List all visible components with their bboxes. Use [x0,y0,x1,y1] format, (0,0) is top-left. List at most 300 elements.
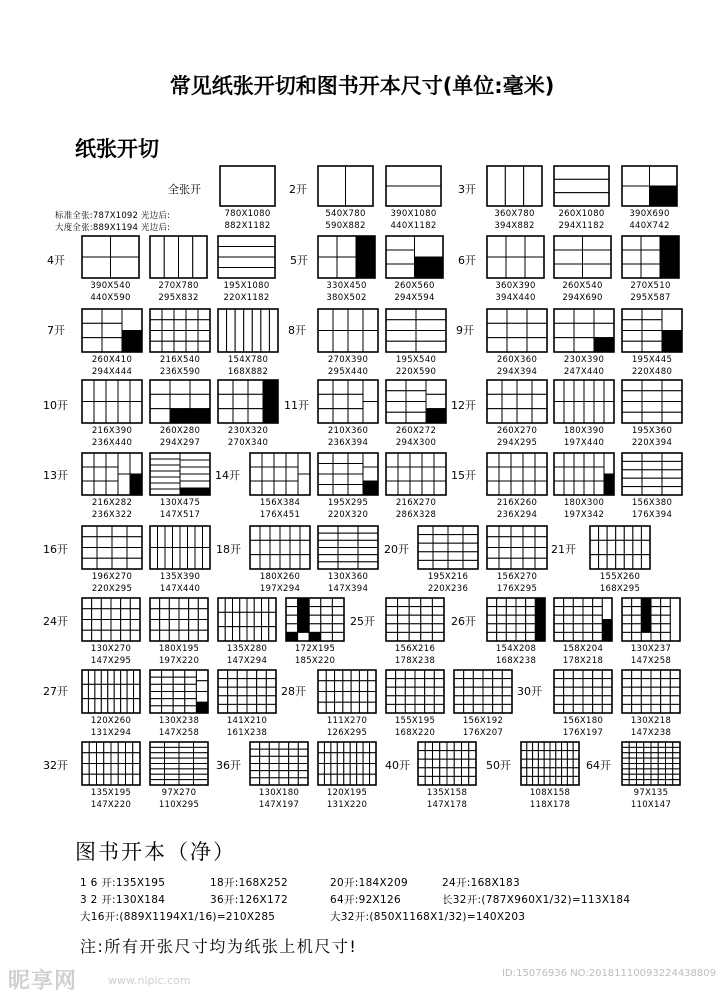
cut-piece-waste [650,186,678,206]
cut-piece [622,186,650,206]
cut-diagram [250,526,310,569]
cut-piece [338,533,358,540]
cut-dimensions: 390X1080 440X1182 [390,209,437,231]
cut-piece [82,236,111,257]
cut-piece [134,684,140,698]
cut-piece [599,526,608,540]
cut-piece [162,309,174,320]
cut-piece [499,453,511,467]
cut-diagram [82,309,142,352]
cut-piece [101,609,111,620]
cut-piece [194,769,209,774]
cut-piece [247,696,257,705]
cut-piece [425,704,435,713]
cut-dimensions: 216X260 236X294 [496,498,538,520]
cut-piece [662,470,682,478]
cut-piece [150,489,180,495]
cut-dimensions: 130X237 147X258 [630,644,672,666]
cut-piece [386,391,406,402]
cut-piece [170,380,190,394]
cut-piece [338,562,358,569]
cut-piece [133,753,140,764]
cut-diagram [318,453,378,495]
cut-dimensions: 180X390 197X440 [563,426,605,448]
cut-piece [266,687,276,696]
cut-piece [150,677,162,684]
cut-piece [651,607,661,616]
cut-piece [661,704,671,713]
cut-label: 全张开 [168,183,201,196]
cut-piece [150,394,170,408]
cut-piece [188,548,196,570]
cut-piece [564,624,574,633]
cut-piece [418,776,425,785]
cut-piece [386,250,415,264]
cut-piece [218,268,275,279]
cut-piece [324,774,330,785]
cut-piece [642,391,662,402]
cut-piece [661,687,671,696]
cut-piece [82,598,92,609]
cut-dimensions: 97X270 110X295 [158,788,200,810]
cut-piece [642,412,662,423]
cut-piece-waste [641,615,651,624]
cut-piece [173,677,185,684]
cut-piece [642,487,662,495]
cut-piece [321,607,333,616]
cut-piece [126,742,133,753]
cut-piece [641,704,651,713]
cut-piece [398,598,410,607]
cut-piece [134,699,140,713]
cut-piece [332,607,344,616]
cut-piece [447,768,454,777]
cut-piece [95,684,101,698]
cut-piece [642,470,662,478]
cut-piece [233,380,248,394]
cut-piece [198,341,210,352]
cut-piece [633,526,642,540]
cut-piece [433,560,448,569]
cut-piece [642,331,662,342]
cut-piece [286,467,298,481]
cut-dimensions: 180X300 197X342 [563,498,605,520]
cut-piece [190,380,210,394]
cut-piece [532,380,547,394]
cut-piece [225,612,232,626]
cut-piece [584,453,594,467]
cut-piece [130,609,140,620]
cut-piece [658,742,665,747]
cut-piece [464,704,474,713]
cut-piece [533,776,539,785]
cut-piece [386,402,406,413]
cut-piece [279,742,289,749]
cut-piece [641,264,660,278]
cut-piece [554,481,564,495]
cut-piece [637,764,644,769]
cut-piece [583,607,593,616]
cut-piece [607,555,616,569]
cut-piece [185,684,197,691]
cut-piece-waste [122,331,142,353]
cut-piece [526,632,536,641]
cut-piece [280,555,290,569]
cut-piece [179,774,194,779]
cut-dimensions: 155X260 168X295 [599,572,641,594]
cut-piece [583,670,593,679]
cut-piece [108,684,114,698]
cut-piece [260,778,270,785]
cut-piece [564,687,574,696]
cut-piece [622,670,632,679]
cut-piece [641,236,660,250]
cut-piece [487,526,499,537]
cut-piece [260,742,270,749]
cut-piece [497,607,507,616]
cut-piece [386,166,441,186]
cut-dimensions: 230X320 270X340 [227,426,269,448]
cut-piece [92,609,102,620]
cut-dimensions: 270X780 295X832 [158,281,199,303]
cut-piece [198,609,208,620]
cut-piece [326,702,334,713]
cut-piece [218,380,233,394]
cut-piece [511,453,523,467]
cut-piece [622,250,641,264]
cut-piece [179,620,189,631]
cut-piece [505,166,523,206]
cut-piece [567,742,573,751]
cut-piece [415,670,425,679]
cut-piece [462,751,469,760]
cut-label: 12开 [451,399,476,412]
cut-piece [516,624,526,633]
cut-piece [386,309,416,320]
cut-piece [108,699,114,713]
cut-piece [298,474,310,495]
cut-piece [324,742,330,753]
cut-diagram [622,236,679,278]
cut-piece [554,704,564,713]
cut-piece [130,453,142,474]
cut-dimensions: 130X218 147X238 [630,716,672,738]
cut-piece [584,380,594,402]
cut-dimensions: 270X390 295X440 [327,355,369,377]
cut-diagram [218,236,275,278]
cut-piece [602,687,612,696]
cut-piece-waste [641,624,651,633]
cut-piece [432,624,444,633]
cut-piece [270,555,280,569]
cut-piece [279,749,289,756]
cut-piece [150,706,162,713]
cut-piece [507,309,527,323]
cut-piece [250,526,260,540]
cut-piece [398,481,410,495]
cut-piece [228,704,238,713]
cut-piece [260,756,270,763]
cut-piece [260,749,270,756]
cut-piece [658,774,665,779]
cut-piece [447,751,454,760]
cut-piece [89,774,96,785]
cut-piece [535,558,547,569]
cut-piece [433,776,440,785]
cut-piece [573,687,583,696]
cut-piece [228,679,238,688]
cut-piece [554,679,564,688]
cut-piece [250,778,260,785]
cut-piece [248,409,263,423]
cut-piece [111,764,118,775]
cut-piece [593,632,603,641]
cut-piece [358,533,378,540]
cut-piece [511,548,523,559]
cut-dimensions: 540X780 590X882 [325,209,366,231]
cut-piece [196,670,208,681]
watermark-bar [0,962,724,993]
cut-piece [487,624,497,633]
cut-piece [583,632,593,641]
cut-piece [567,751,573,760]
cut-piece [363,764,369,775]
cut-piece [483,687,493,696]
cut-piece [318,331,333,353]
cut-piece [632,679,642,688]
cut-diagram [386,380,446,423]
cut-piece [421,598,433,607]
book-format-entry: 64开:92X126 [330,894,401,906]
cut-piece [535,467,547,481]
cut-piece [583,696,593,705]
cut-piece [351,681,359,692]
cut-piece [150,774,165,779]
cut-piece [218,394,233,408]
cut-label: 50开 [486,759,511,772]
cut-piece [386,632,398,641]
cut-dimensions: 216X540 236X590 [159,355,201,377]
cut-piece [673,758,680,763]
cut-piece [269,598,276,612]
cut-piece [318,453,333,464]
cut-piece [544,759,550,768]
cut-piece [487,481,499,495]
cut-piece [318,670,326,681]
cut-piece [111,742,118,753]
cut-label: 16开 [43,543,68,556]
cut-piece-waste [298,598,310,607]
cut-piece [333,309,348,331]
cut-diagram [554,453,614,495]
cut-dimensions: 130X270 147X295 [90,644,132,666]
cut-piece [150,692,162,699]
cut-piece [386,624,398,633]
cut-piece [269,742,279,749]
cut-piece [179,236,193,278]
cut-piece [134,670,140,684]
cut-piece [523,453,535,467]
cut-piece [538,776,544,785]
cut-piece [189,609,199,620]
cut-piece [658,758,665,763]
cut-piece-waste [130,474,142,495]
cut-piece [122,309,142,331]
cut-piece [247,598,254,612]
cut-piece [386,412,406,423]
cut-piece [237,670,247,679]
cut-piece [593,704,603,713]
cut-dimensions: 155X195 168X220 [394,716,436,738]
cut-piece [454,704,464,713]
cut-piece [583,704,593,713]
cut-piece [594,323,614,337]
cut-piece [637,742,644,747]
cut-piece [564,380,574,402]
cut-piece [118,474,130,495]
cut-piece [279,778,289,785]
cut-piece [270,526,280,540]
cut-piece [150,309,162,320]
cut-piece [574,402,584,424]
cut-piece [415,696,425,705]
cut-dimensions: 158X204 178X218 [562,644,604,666]
cut-piece [673,742,680,747]
cut-piece [622,615,632,624]
cut-piece [180,474,210,481]
cut-piece [160,609,170,620]
cut-dimensions: 196X270 220X295 [91,572,133,594]
cut-piece [97,764,104,775]
cut-piece [111,774,118,785]
cut-piece [318,562,338,569]
cut-piece [524,166,542,206]
cut-piece [165,764,180,769]
cut-piece [348,464,363,475]
cut-diagram [386,166,441,206]
cut-piece [564,670,574,679]
cut-piece [386,679,396,688]
cut-piece [97,558,112,569]
cut-piece [318,548,338,555]
cut-piece [406,391,426,402]
cut-piece [487,558,499,569]
cut-diagram [318,742,376,785]
cut-piece [358,555,378,562]
cut-piece [337,764,343,775]
cut-piece [398,624,410,633]
cut-diagram [150,380,210,423]
cut-piece [162,692,174,699]
cut-piece [257,679,267,688]
cut-piece [425,670,435,679]
cut-piece [633,540,642,554]
cut-piece [318,380,333,394]
cut-piece [425,687,435,696]
cut-piece [169,598,179,609]
cut-piece [150,483,180,489]
cut-piece [335,670,343,681]
cut-piece [318,474,333,485]
cut-diagram [150,742,208,785]
cut-piece [622,598,632,607]
cut-piece [101,598,111,609]
cut-piece [286,624,298,633]
cut-piece [662,461,682,469]
cut-piece [386,696,396,705]
cut-piece [130,380,142,402]
cut-piece [562,751,568,760]
cut-piece [150,471,180,477]
cut-diagram [318,236,375,278]
cut-piece [574,323,594,337]
cut-piece [554,453,564,467]
cut-piece [493,679,503,688]
cut-dimensions: 260X1080 294X1182 [558,209,605,231]
cut-piece [554,598,564,607]
cut-piece [594,402,604,424]
cut-diagram [521,742,579,785]
cut-piece [165,774,180,779]
cut-piece [150,465,180,471]
cut-piece [196,681,208,692]
cut-piece [567,776,573,785]
cut-piece [359,681,367,692]
cut-piece [502,380,517,394]
cut-piece [228,670,238,679]
watermark-logo: 昵享网 [8,969,78,994]
cut-piece [318,394,333,408]
cut-piece [318,681,326,692]
cut-piece-waste [660,236,679,278]
cut-piece [228,696,238,705]
cut-piece [594,380,604,402]
cut-dimensions: 216X270 286X328 [395,498,437,520]
cut-diagram [386,236,443,278]
cut-piece [324,753,330,764]
cut-piece [405,687,415,696]
cut-piece [368,681,376,692]
cut-piece [583,624,593,633]
cut-label: 2开 [289,183,307,196]
cut-piece [462,768,469,777]
cut-piece [473,687,483,696]
cut-label: 30开 [517,685,542,698]
cut-dimensions: 270X510 295X587 [630,281,671,303]
cut-piece [165,548,173,570]
cut-piece [564,615,574,624]
cut-piece [464,696,474,705]
cut-piece [150,769,165,774]
cut-piece [502,679,512,688]
cut-piece [233,612,240,626]
cut-piece [343,681,351,692]
cut-piece [326,692,334,703]
cut-piece [590,555,599,569]
cut-piece [463,526,478,535]
cut-piece [396,679,406,688]
cut-piece [574,481,584,495]
cut-dimensions: 135X158 147X178 [426,788,468,810]
cut-dimensions: 230X390 247X440 [563,355,605,377]
cut-piece [363,774,369,785]
cut-piece [298,771,308,778]
cut-piece [507,323,527,337]
cut-piece [250,540,260,554]
cut-piece [622,753,629,758]
cut-piece [493,670,503,679]
cut-dimensions: 260X360 294X394 [496,355,538,377]
